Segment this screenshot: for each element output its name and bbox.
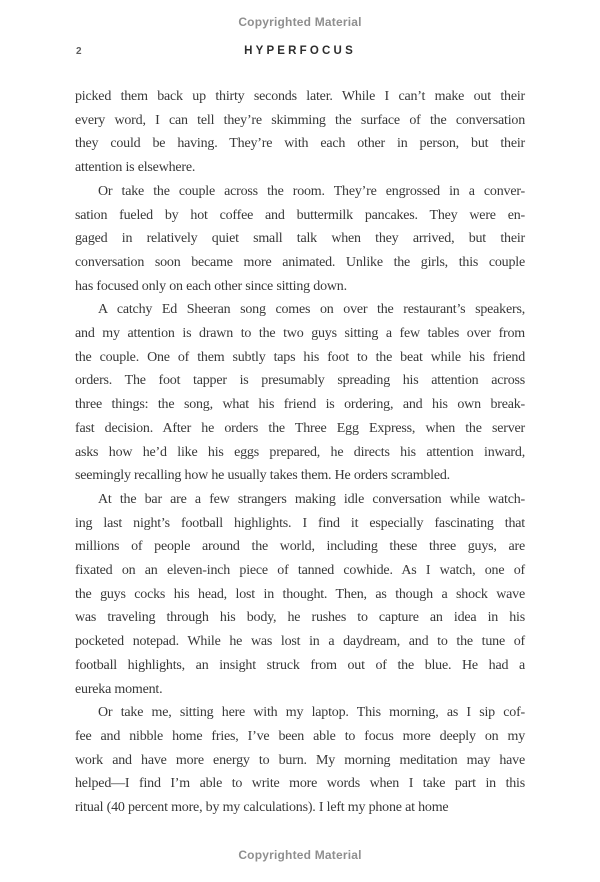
text-line: sation fueled by hot coffee and buttermilk pancakes. They were en- [75, 207, 525, 223]
text-line: attention is elsewhere. [75, 160, 196, 176]
text-line: the guys cocks his head, lost in thought. Then, as though a shock wave [75, 586, 525, 602]
text-line: has focused only on each other since sitting down. [75, 278, 347, 294]
text-line: picked them back up thirty seconds later. While I can’t make out their [75, 89, 525, 104]
text-line: Or take me, sitting here with my laptop. This morning, as I sip cof- [98, 705, 525, 721]
text-line: work and have more energy to burn. My morning meditation may have [75, 752, 525, 768]
text-line: At the bar are a few strangers making idle conversation while watch- [98, 491, 525, 507]
body-paragraph [75, 180, 525, 299]
text-line: ritual (40 percent more, by my calculations). I left my phone at home [75, 800, 449, 816]
text-line: fee and nibble home fries, I’ve been able to focus more deeply on my [75, 728, 525, 744]
text-line: seemingly recalling how he usually takes them. He orders scrambled. [75, 468, 450, 484]
text-line: conversation soon became more animated. Unlike the girls, this couple [75, 254, 525, 270]
text-line: helped—I find I’m able to write more words when I take part in this [75, 776, 525, 792]
text-line: was traveling through his body, he rushes to capture an idea in his [75, 610, 525, 626]
text-line: Or take the couple across the room. They’re engrossed in a conver- [98, 183, 525, 199]
text-line: gaged in relatively quiet small talk when they arrived, but their [75, 231, 525, 247]
running-header-title: HYPERFOCUS [244, 45, 356, 57]
copyright-notice-top: Copyrighted Material [238, 15, 362, 29]
text-line: pocketed notepad. While he was lost in a daydream, and to the tune of [75, 634, 525, 650]
text-line: eureka moment. [75, 681, 163, 697]
text-line: every word, I can tell they’re skimming the surface of the conversation [75, 112, 525, 128]
body-text [75, 85, 525, 820]
page-number: 2 [76, 46, 82, 57]
text-line: asks how he’d like his eggs prepared, he directs his attention inward, [75, 444, 525, 460]
copyright-notice-bottom: Copyrighted Material [238, 848, 362, 862]
page-header [75, 45, 525, 59]
text-line: three things: the song, what his friend is ordering, and his own break- [75, 397, 525, 413]
body-paragraph [75, 701, 525, 820]
text-line: fast decision. After he orders the Three Egg Express, when the server [75, 420, 525, 436]
body-paragraph [75, 298, 525, 488]
text-line: football highlights, an insight struck from out of the blue. He had a [75, 657, 525, 673]
text-line: the couple. One of them subtly taps his foot to the beat while his friend [75, 349, 525, 365]
text-line: millions of people around the world, including these three guys, are [75, 539, 525, 555]
text-line: they could be having. They’re with each other in person, but their [75, 136, 525, 152]
text-line: orders. The foot tapper is presumably spreading his attention across [75, 373, 525, 389]
body-paragraph [75, 488, 525, 701]
text-line: fixated on an eleven-inch piece of tanned cowhide. As I watch, one of [75, 563, 525, 579]
text-line: A catchy Ed Sheeran song comes on over the restaurant’s speakers, [98, 302, 525, 318]
text-line: ing last night’s football highlights. I find it especially fascinating that [75, 515, 525, 531]
body-paragraph [75, 85, 525, 180]
text-line: and my attention is drawn to the two guys sitting a few tables over from [75, 326, 525, 342]
